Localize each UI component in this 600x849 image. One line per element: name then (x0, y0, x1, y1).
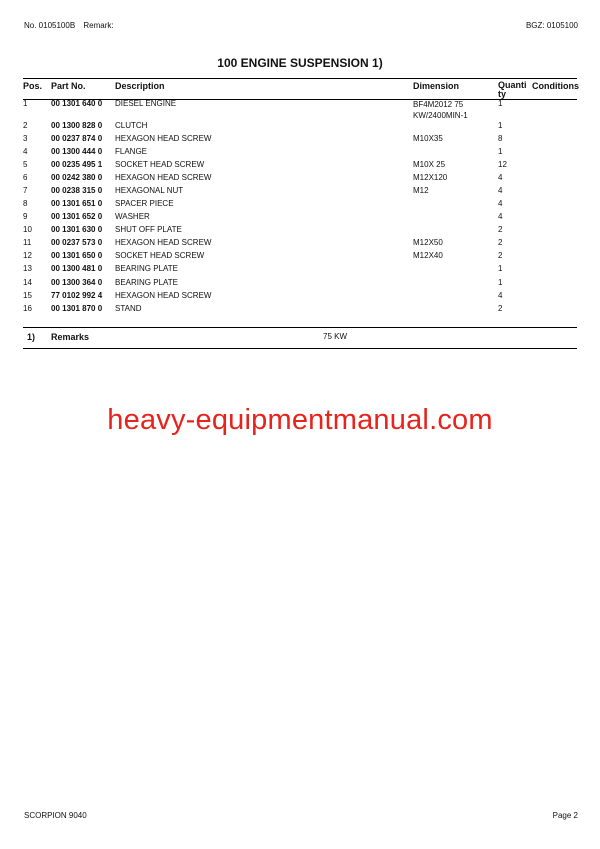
table-row (23, 304, 577, 317)
part-number-cell: 00 0238 315 0 (51, 186, 103, 195)
dimension-cell: M10X35 (413, 134, 443, 143)
quantity-cell: 2 (498, 251, 503, 260)
description-cell: DIESEL ENGINE (115, 99, 177, 108)
part-number-cell: 00 0237 573 0 (51, 238, 103, 247)
pos-cell: 11 (23, 238, 32, 247)
table-row (23, 134, 577, 147)
page-title: 100 ENGINE SUSPENSION 1) (217, 56, 383, 70)
part-number-cell: 00 1300 444 0 (51, 147, 103, 156)
quantity-cell: 12 (498, 160, 507, 169)
quantity-cell: 4 (498, 199, 503, 208)
table-row (23, 225, 577, 238)
part-number-cell: 00 1300 364 0 (51, 278, 103, 287)
description-cell: HEXAGONAL NUT (115, 186, 184, 195)
description-cell: SOCKET HEAD SCREW (115, 251, 205, 260)
quantity-cell: 4 (498, 291, 503, 300)
part-number-cell: 00 0235 495 1 (51, 160, 103, 169)
dimension-cell: M12X50 (413, 238, 443, 247)
quantity-cell: 2 (498, 304, 503, 313)
quantity-cell: 4 (498, 212, 503, 221)
description-cell: FLANGE (115, 147, 148, 156)
pos-cell: 4 (23, 147, 28, 156)
description-cell: HEXAGON HEAD SCREW (115, 291, 212, 300)
table-row (23, 99, 577, 120)
description-cell: BEARING PLATE (115, 264, 178, 273)
description-cell: BEARING PLATE (115, 278, 178, 287)
quantity-cell: 2 (498, 238, 503, 247)
remarks-marker: 1) (27, 332, 36, 342)
pos-cell: 2 (23, 121, 28, 130)
table-row (23, 147, 577, 160)
description-cell: SHUT OFF PLATE (115, 225, 182, 234)
quantity-cell: 1 (498, 121, 503, 130)
quantity-cell: 1 (498, 147, 503, 156)
part-number-cell: 77 0102 992 4 (51, 291, 103, 300)
pos-cell: 10 (23, 225, 32, 234)
pos-cell: 14 (23, 278, 32, 287)
footer-page: Page 2 (552, 811, 578, 820)
column-conditions: Conditions (532, 81, 579, 91)
table-row (23, 264, 577, 277)
document-number: No. 0105100B (24, 21, 76, 30)
column-pos: Pos. (23, 81, 43, 91)
part-number-cell: 00 0237 874 0 (51, 134, 103, 143)
pos-cell: 8 (23, 199, 28, 208)
part-number-cell: 00 1300 481 0 (51, 264, 103, 273)
description-cell: SPACER PIECE (115, 199, 174, 208)
table-row (23, 291, 577, 304)
remarks-value: 75 KW (323, 332, 348, 341)
table-row (23, 160, 577, 173)
remarks-label: Remarks (51, 332, 90, 342)
pos-cell: 9 (23, 212, 28, 221)
bgz-number: BGZ: 0105100 (525, 21, 578, 30)
column-dimension: Dimension (413, 81, 460, 91)
pos-cell: 5 (23, 160, 28, 169)
pos-cell: 12 (23, 251, 32, 260)
pos-cell: 6 (23, 173, 28, 182)
quantity-cell: 2 (498, 225, 503, 234)
quantity-cell: 4 (498, 186, 503, 195)
description-cell: HEXAGON HEAD SCREW (115, 134, 212, 143)
dimension-cell: M10X 25 (413, 160, 446, 169)
footer-model: SCORPION 9040 (24, 811, 87, 820)
pos-cell: 16 (23, 304, 32, 313)
quantity-cell: 1 (498, 264, 503, 273)
column-description: Description (115, 81, 165, 91)
remarks-row (23, 327, 577, 349)
dimension-cell: M12X120 (413, 173, 448, 182)
table-row (23, 186, 577, 199)
table-row (23, 238, 577, 251)
quantity-cell: 1 (498, 99, 503, 108)
part-number-cell: 00 1301 640 0 (51, 99, 103, 108)
pos-cell: 13 (23, 264, 32, 273)
part-number-cell: 00 1301 650 0 (51, 251, 103, 260)
quantity-cell: 4 (498, 173, 503, 182)
table-row (23, 199, 577, 212)
description-cell: STAND (115, 304, 142, 313)
column-part-no: Part No. (51, 81, 86, 91)
table-header (23, 78, 577, 100)
description-cell: WASHER (115, 212, 150, 221)
table-row (23, 251, 577, 264)
part-number-cell: 00 1301 652 0 (51, 212, 103, 221)
description-cell: HEXAGON HEAD SCREW (115, 173, 212, 182)
pos-cell: 1 (23, 99, 28, 108)
part-number-cell: 00 1300 828 0 (51, 121, 103, 130)
pos-cell: 7 (23, 186, 28, 195)
part-number-cell: 00 1301 870 0 (51, 304, 103, 313)
remark-label: Remark: (83, 21, 114, 30)
dimension-cell: M12X40 (413, 251, 443, 260)
dimension-cell: M12 (413, 186, 429, 195)
table-row (23, 212, 577, 225)
table-row (23, 278, 577, 291)
description-cell: CLUTCH (115, 121, 148, 130)
part-number-cell: 00 1301 651 0 (51, 199, 103, 208)
quantity-cell: 8 (498, 134, 503, 143)
document-header-left (24, 21, 120, 30)
table-row (23, 173, 577, 186)
table-row (23, 121, 577, 134)
watermark-text: heavy-equipmentmanual.com (107, 404, 493, 436)
description-cell: HEXAGON HEAD SCREW (115, 238, 212, 247)
dimension-cell: BF4M2012 75 KW/2400MIN-1 (413, 100, 468, 120)
column-quantity: Quanti ty (498, 80, 527, 99)
part-number-cell: 00 1301 630 0 (51, 225, 103, 234)
quantity-cell: 1 (498, 278, 503, 287)
description-cell: SOCKET HEAD SCREW (115, 160, 205, 169)
part-number-cell: 00 0242 380 0 (51, 173, 103, 182)
pos-cell: 3 (23, 134, 28, 143)
pos-cell: 15 (23, 291, 32, 300)
